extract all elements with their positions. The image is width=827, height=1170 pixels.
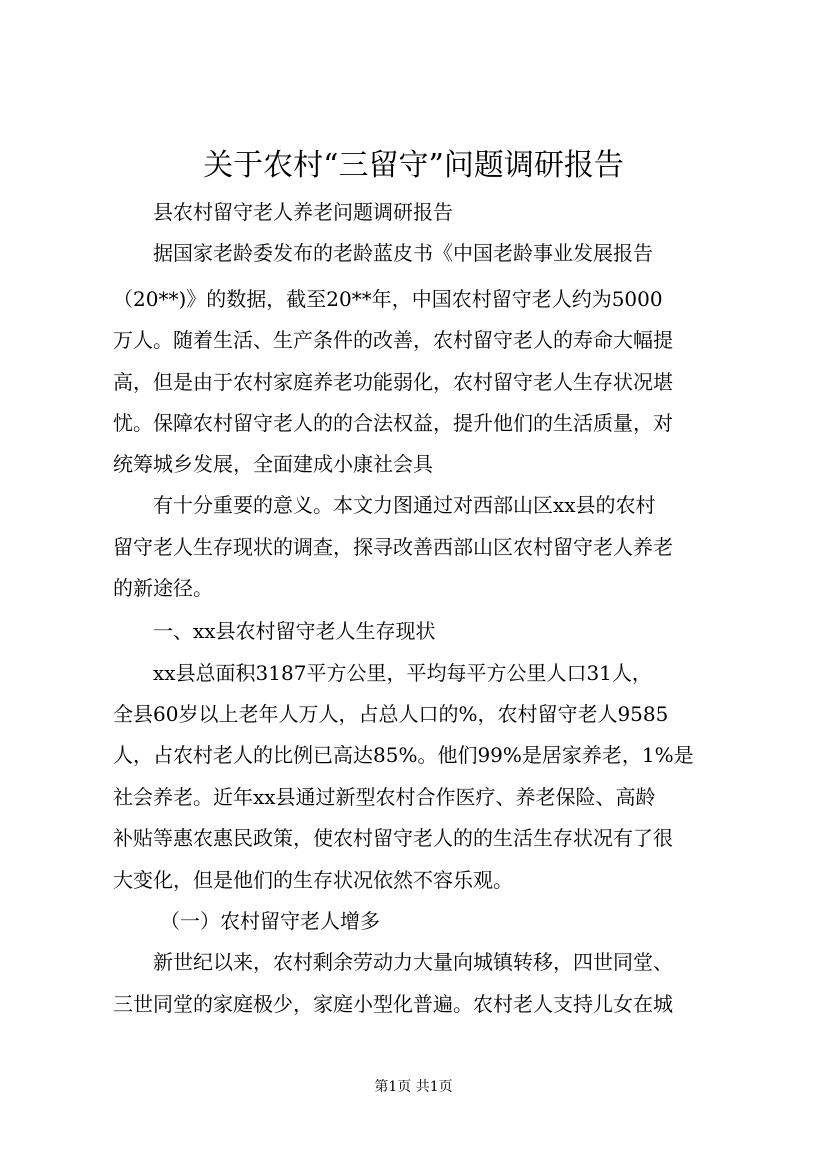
paragraph-line: 人，占农村老人的比例已高达85%。他们99%是居家养老，1%是: [113, 743, 694, 767]
paragraph-line: 社会养老。近年xx县通过新型农村合作医疗、养老保险、高龄: [113, 785, 656, 809]
paragraph-line: 新世纪以来，农村剩余劳动力大量向城镇转移，四世同堂、: [153, 950, 673, 974]
paragraph-line: 补贴等惠农惠民政策，使农村留守老人的的生活生存状况有了很: [113, 826, 673, 850]
paragraph-line: 忧。保障农村留守老人的的合法权益，提升他们的生活质量，对: [113, 411, 673, 435]
subtitle-line: 县农村留守老人养老问题调研报告: [153, 200, 453, 224]
paragraph-line: 统筹城乡发展，全面建成小康社会具: [113, 452, 433, 476]
paragraph-line: 大变化，但是他们的生存状况依然不容乐观。: [113, 868, 513, 892]
paragraph-line: 三世同堂的家庭极少，家庭小型化普遍。农村老人支持儿女在城: [113, 992, 673, 1016]
paragraph-line: 高，但是由于农村家庭养老功能弱化，农村留守老人生存状况堪: [113, 370, 673, 394]
paragraph-line: 的新途径。: [113, 576, 213, 600]
section-heading: 一、xx县农村留守老人生存现状: [153, 619, 436, 643]
paragraph-line: 全县60岁以上老年人万人，占总人口的%，农村留守老人9585: [113, 702, 669, 726]
paragraph-line: xx县总面积3187平方公里，平均每平方公里人口31人，: [153, 661, 652, 685]
paragraph-line: 据国家老龄委发布的老龄蓝皮书《中国老龄事业发展报告: [153, 241, 653, 265]
document-title: 关于农村“三留守”问题调研报告: [203, 148, 624, 183]
subsection-heading: （一）农村留守老人增多: [160, 909, 380, 933]
paragraph-line: （20**)》的数据，截至20**年，中国农村留守老人约为5000: [113, 287, 663, 311]
paragraph-line: 万人。随着生活、生产条件的改善，农村留守老人的寿命大幅提: [113, 328, 673, 352]
page-footer: 第1页 共1页: [374, 1079, 453, 1095]
paragraph-line: 留守老人生存现状的调查，探寻改善西部山区农村留守老人养老: [113, 535, 673, 559]
paragraph-line: 有十分重要的意义。本文力图通过对西部山区xx县的农村: [153, 493, 656, 517]
